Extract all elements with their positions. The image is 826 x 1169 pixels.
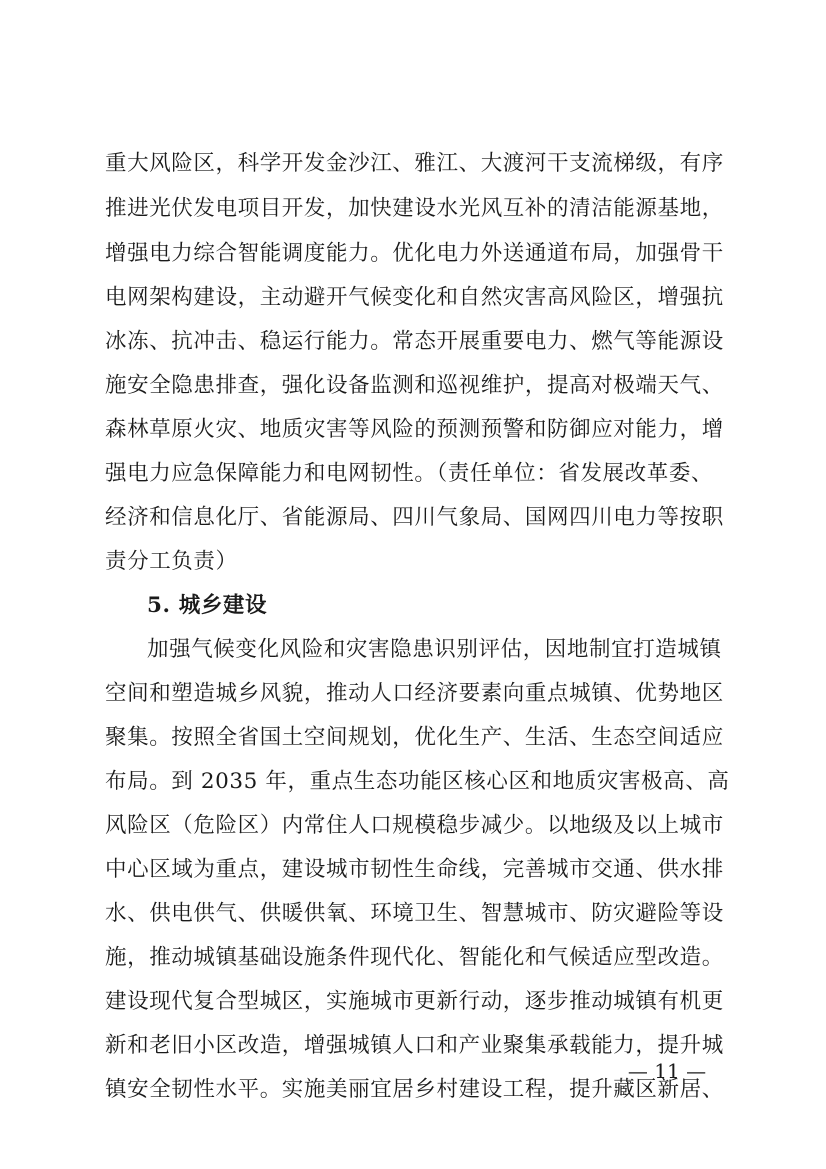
text-line: 增强电力综合智能调度能力。优化电力外送通道布局，加强骨干 [105, 241, 724, 266]
section-heading: 5. 城乡建设 [147, 593, 268, 618]
text-line: 施，推动城镇基础设施条件现代化、智能化和气候适应型改造。 [105, 945, 724, 970]
text-line: 冰冻、抗冲击、稳运行能力。常态开展重要电力、燃气等能源设 [105, 329, 724, 354]
text-line: 镇安全韧性水平。实施美丽宜居乡村建设工程，提升藏区新居、 [105, 1077, 724, 1102]
text-line: 中心区域为重点，建设城市韧性生命线，完善城市交通、供水排 [105, 857, 724, 882]
text-line: 聚集。按照全省国土空间规划，优化生产、生活、生态空间适应 [105, 725, 724, 750]
text-line: 强电力应急保障能力和电网韧性。（责任单位：省发展改革委、 [105, 461, 714, 486]
text-line: 建设现代复合型城区，实施城市更新行动，逐步推动城镇有机更 [105, 989, 724, 1014]
text-line: 风险区（危险区）内常住人口规模稳步减少。以地级及以上城市 [105, 813, 724, 838]
text-line: 森林草原火灾、地质灾害等风险的预测预警和防御应对能力，增 [105, 417, 724, 442]
text-line: 重大风险区，科学开发金沙江、雅江、大渡河干支流梯级，有序 [105, 151, 724, 176]
text-line: 布局。到 2035 年，重点生态功能区核心区和地质灾害极高、高 [105, 769, 730, 794]
text-line: 推进光伏发电项目开发，加快建设水光风互补的清洁能源基地， [105, 196, 724, 221]
text-line: 新和老旧小区改造，增强城镇人口和产业聚集承载能力，提升城 [105, 1033, 724, 1058]
text-line: 责分工负责） [105, 549, 238, 574]
text-line: 施安全隐患排查，强化设备监测和巡视维护，提高对极端天气、 [105, 373, 724, 398]
text-line: 空间和塑造城乡风貌，推动人口经济要素向重点城镇、优势地区 [105, 681, 724, 706]
text-line: 电网架构建设，主动避开气候变化和自然灾害高风险区，增强抗 [105, 285, 724, 310]
text-line: 加强气候变化风险和灾害隐患识别评估，因地制宜打造城镇 [147, 637, 722, 662]
text-line: 水、供电供气、供暖供氧、环境卫生、智慧城市、防灾避险等设 [105, 901, 724, 926]
text-line: 经济和信息化厅、省能源局、四川气象局、国网四川电力等按职 [105, 505, 724, 530]
page-number: — 11 — [627, 1059, 707, 1083]
